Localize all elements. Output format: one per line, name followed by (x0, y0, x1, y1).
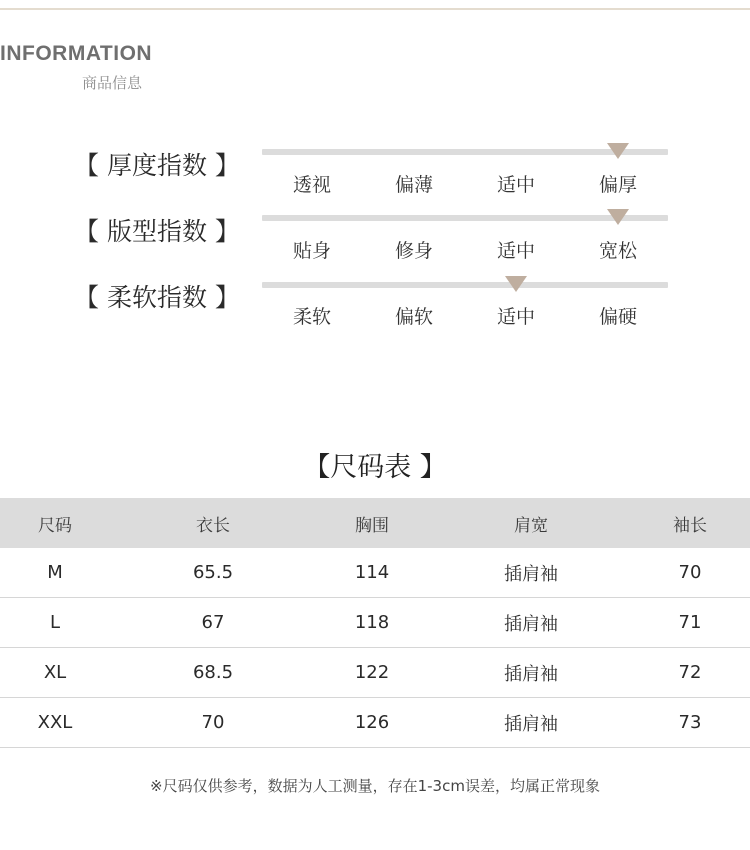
table-cell: 70 (678, 562, 702, 583)
column-header: 肩宽 (514, 515, 548, 536)
footnote: ※尺码仅供参考，数据为人工测量，存在1-3cm误差，均属正常现象 (150, 777, 600, 795)
table-cell: 插肩袖 (504, 563, 558, 585)
top-divider (0, 8, 750, 10)
index-option: 适中 (496, 306, 535, 328)
table-cell: 70 (201, 712, 225, 733)
table-cell: 114 (354, 562, 390, 583)
index-row-softness (0, 278, 750, 338)
table-cell: XL (43, 662, 67, 683)
table-cell: 73 (678, 712, 702, 733)
index-row-fit (0, 212, 750, 272)
index-option: 柔软 (292, 306, 331, 328)
table-cell: 122 (354, 662, 390, 683)
table-cell: 67 (201, 612, 225, 633)
table-cell: 72 (678, 662, 702, 683)
column-header: 衣长 (196, 515, 230, 536)
index-label: 【 柔软指数 】 (74, 283, 240, 312)
table-cell: 126 (354, 712, 390, 733)
table-cell: 71 (678, 612, 702, 633)
table-cell: 插肩袖 (504, 713, 558, 735)
section-title: INFORMATION (0, 42, 153, 65)
index-row-thickness (0, 146, 750, 206)
index-option: 适中 (496, 174, 535, 196)
index-option: 偏厚 (598, 174, 637, 196)
table-row (0, 698, 750, 748)
section-subtitle: 商品信息 (82, 74, 143, 92)
column-header: 袖长 (673, 515, 707, 536)
index-marker-icon (607, 209, 629, 225)
index-marker-icon (505, 276, 527, 292)
index-marker-icon (607, 143, 629, 159)
table-row (0, 598, 750, 648)
index-option: 修身 (394, 240, 433, 262)
index-option: 适中 (496, 240, 535, 262)
table-cell: XXL (37, 712, 73, 733)
table-cell: 65.5 (192, 562, 234, 583)
index-option: 透视 (292, 174, 331, 196)
table-cell: 插肩袖 (504, 613, 558, 635)
column-header: 胸围 (355, 515, 389, 536)
index-option: 偏薄 (394, 174, 433, 196)
index-option: 宽松 (598, 240, 637, 262)
table-cell: 68.5 (192, 662, 234, 683)
index-label: 【 厚度指数 】 (74, 151, 240, 180)
size-table (0, 498, 750, 748)
table-cell: M (47, 562, 63, 583)
table-row (0, 648, 750, 698)
table-header (0, 498, 750, 548)
table-cell: 118 (354, 612, 390, 633)
index-label: 【 版型指数 】 (74, 217, 240, 246)
index-option: 偏硬 (598, 306, 637, 328)
table-row (0, 548, 750, 598)
table-cell: L (49, 612, 61, 633)
index-track (262, 282, 668, 288)
index-option: 偏软 (394, 306, 433, 328)
table-cell: 插肩袖 (504, 663, 558, 685)
index-option: 贴身 (292, 240, 331, 262)
column-header: 尺码 (38, 515, 72, 536)
size-chart-title: 【尺码表 】 (303, 452, 447, 483)
